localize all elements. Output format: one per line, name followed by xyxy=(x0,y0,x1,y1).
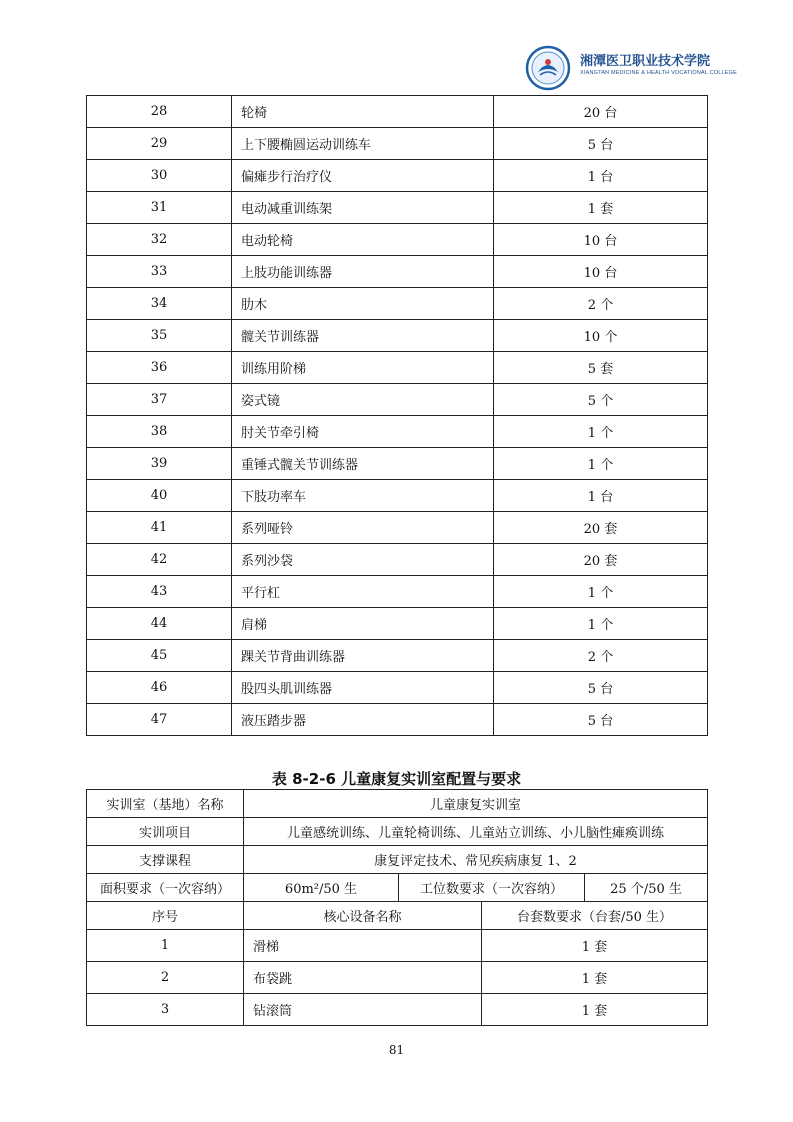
col-header-index: 序号 xyxy=(87,902,244,930)
row-qty: 10 台 xyxy=(494,256,708,288)
row-index: 42 xyxy=(87,544,232,576)
row-name: 电动轮椅 xyxy=(232,224,494,256)
row-qty: 1 个 xyxy=(494,608,708,640)
row-index: 38 xyxy=(87,416,232,448)
table-row xyxy=(87,192,708,224)
table-row xyxy=(87,994,708,1026)
table-row xyxy=(87,256,708,288)
row-index: 31 xyxy=(87,192,232,224)
training-project-row xyxy=(87,818,708,846)
row-name: 上下腰椭圆运动训练车 xyxy=(232,128,494,160)
row-name: 偏瘫步行治疗仪 xyxy=(232,160,494,192)
table-row xyxy=(87,416,708,448)
row-qty: 5 台 xyxy=(494,704,708,736)
row-name: 训练用阶梯 xyxy=(232,352,494,384)
room-name-label: 实训室（基地）名称 xyxy=(87,790,244,818)
row-index: 2 xyxy=(87,962,244,994)
row-name: 髋关节训练器 xyxy=(232,320,494,352)
row-name: 上肢功能训练器 xyxy=(232,256,494,288)
row-index: 40 xyxy=(87,480,232,512)
col-header-name: 核心设备名称 xyxy=(244,902,482,930)
row-name: 肩梯 xyxy=(232,608,494,640)
row-index: 33 xyxy=(87,256,232,288)
equipment-table-continued xyxy=(86,95,708,736)
support-course-row xyxy=(87,846,708,874)
support-course-label: 支撑课程 xyxy=(87,846,244,874)
college-name-en: XIANGTAN MEDICINE & HEALTH VOCATIONAL COLLEGE xyxy=(580,70,738,76)
area-value: 60m²/50 生 xyxy=(244,874,399,902)
table-row xyxy=(87,224,708,256)
area-row xyxy=(87,874,708,902)
row-name: 液压踏步器 xyxy=(232,704,494,736)
table-row xyxy=(87,962,708,994)
column-header-row xyxy=(87,902,708,930)
row-qty: 5 个 xyxy=(494,384,708,416)
row-index: 32 xyxy=(87,224,232,256)
table-row xyxy=(87,672,708,704)
row-name: 股四头肌训练器 xyxy=(232,672,494,704)
row-qty: 1 个 xyxy=(494,576,708,608)
row-index: 1 xyxy=(87,930,244,962)
row-qty: 1 套 xyxy=(494,192,708,224)
table-row xyxy=(87,128,708,160)
row-qty: 10 台 xyxy=(494,224,708,256)
table-row xyxy=(87,576,708,608)
row-index: 39 xyxy=(87,448,232,480)
area-label: 面积要求（一次容纳） xyxy=(87,874,244,902)
table-row xyxy=(87,640,708,672)
row-qty: 20 套 xyxy=(494,544,708,576)
row-qty: 1 套 xyxy=(482,994,708,1026)
table-row xyxy=(87,320,708,352)
college-logo xyxy=(524,44,738,92)
row-name: 电动减重训练架 xyxy=(232,192,494,224)
row-name: 系列沙袋 xyxy=(232,544,494,576)
table-row xyxy=(87,544,708,576)
row-index: 45 xyxy=(87,640,232,672)
room-name-row xyxy=(87,790,708,818)
row-index: 44 xyxy=(87,608,232,640)
station-value: 25 个/50 生 xyxy=(585,874,708,902)
row-name: 轮椅 xyxy=(232,96,494,128)
row-qty: 1 套 xyxy=(482,962,708,994)
table-row xyxy=(87,704,708,736)
col-header-qty: 台套数要求（台套/50 生） xyxy=(482,902,708,930)
row-qty: 5 台 xyxy=(494,128,708,160)
row-qty: 2 个 xyxy=(494,288,708,320)
training-project-label: 实训项目 xyxy=(87,818,244,846)
row-qty: 2 个 xyxy=(494,640,708,672)
row-name: 系列哑铃 xyxy=(232,512,494,544)
table-row xyxy=(87,480,708,512)
row-name: 踝关节背曲训练器 xyxy=(232,640,494,672)
table-row xyxy=(87,160,708,192)
row-qty: 1 台 xyxy=(494,160,708,192)
table-row xyxy=(87,288,708,320)
college-name-cn: 湘潭医卫职业技术学院 xyxy=(580,54,711,69)
support-course-value: 康复评定技术、常见疾病康复 1、2 xyxy=(244,846,708,874)
table-row xyxy=(87,96,708,128)
row-qty: 20 台 xyxy=(494,96,708,128)
row-index: 34 xyxy=(87,288,232,320)
row-name: 姿式镜 xyxy=(232,384,494,416)
row-name: 重锤式髋关节训练器 xyxy=(232,448,494,480)
row-qty: 5 套 xyxy=(494,352,708,384)
row-index: 36 xyxy=(87,352,232,384)
pediatric-rehab-config-table xyxy=(86,789,708,1026)
college-emblem-icon xyxy=(524,44,576,92)
row-index: 30 xyxy=(87,160,232,192)
row-qty: 1 个 xyxy=(494,448,708,480)
row-qty: 20 套 xyxy=(494,512,708,544)
row-name: 下肢功率车 xyxy=(232,480,494,512)
row-qty: 1 台 xyxy=(494,480,708,512)
row-index: 47 xyxy=(87,704,232,736)
row-index: 46 xyxy=(87,672,232,704)
table-row xyxy=(87,352,708,384)
row-qty: 1 个 xyxy=(494,416,708,448)
room-name-value: 儿童康复实训室 xyxy=(244,790,708,818)
row-name: 布袋跳 xyxy=(244,962,482,994)
training-project-value: 儿童感统训练、儿童轮椅训练、儿童站立训练、小儿脑性瘫痪训练 xyxy=(244,818,708,846)
table-row xyxy=(87,384,708,416)
row-index: 41 xyxy=(87,512,232,544)
page-number: 81 xyxy=(388,1043,405,1057)
row-name: 肘关节牵引椅 xyxy=(232,416,494,448)
row-index: 28 xyxy=(87,96,232,128)
row-index: 43 xyxy=(87,576,232,608)
row-index: 3 xyxy=(87,994,244,1026)
table-row xyxy=(87,448,708,480)
row-qty: 1 套 xyxy=(482,930,708,962)
table-row xyxy=(87,930,708,962)
table-title: 表 8-2-6 儿童康复实训室配置与要求 xyxy=(271,770,522,788)
row-index: 29 xyxy=(87,128,232,160)
row-qty: 5 台 xyxy=(494,672,708,704)
table-row xyxy=(87,512,708,544)
row-qty: 10 个 xyxy=(494,320,708,352)
row-name: 滑梯 xyxy=(244,930,482,962)
row-name: 肋木 xyxy=(232,288,494,320)
table-row xyxy=(87,608,708,640)
row-name: 平行杠 xyxy=(232,576,494,608)
row-index: 35 xyxy=(87,320,232,352)
station-label: 工位数要求（一次容纳） xyxy=(399,874,585,902)
row-index: 37 xyxy=(87,384,232,416)
row-name: 钻滚筒 xyxy=(244,994,482,1026)
